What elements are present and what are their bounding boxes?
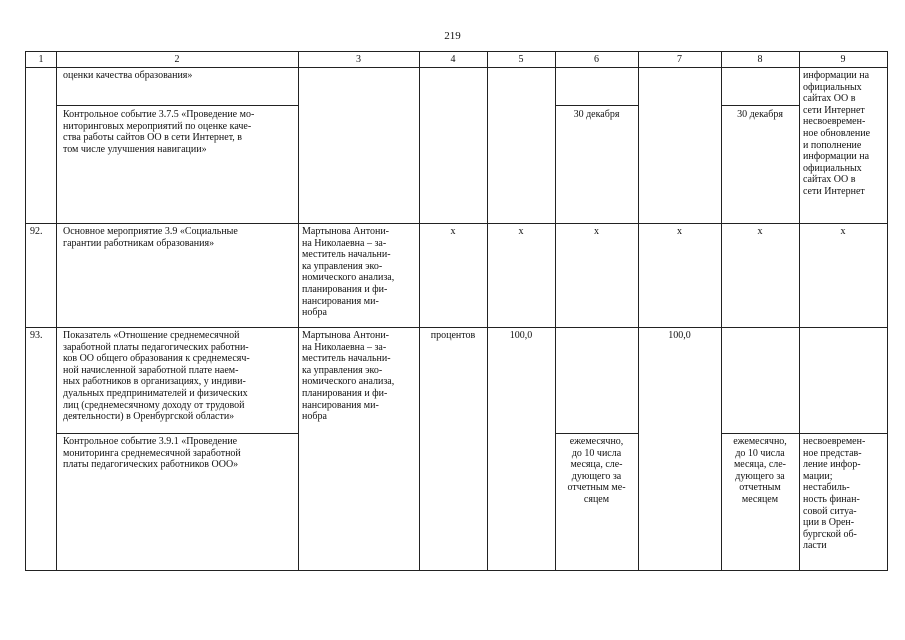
row-rule	[26, 327, 887, 328]
col-divider	[638, 52, 639, 570]
col-divider	[56, 52, 57, 570]
x-mark: х	[518, 226, 524, 237]
header-cell: 5	[518, 54, 524, 65]
subrow-rule	[56, 433, 298, 434]
risk-cell: несвоевремен- ное представ- ление инфор- мации; нестабиль- ность финан- совой ситуа- ции в Орен- бургской об- ласти	[803, 436, 866, 552]
unit-cell: процентов	[430, 330, 476, 341]
deadline-cell: ежемесячно, до 10 числа месяца, сле- дующего за отчетным месяцем	[733, 436, 787, 505]
header-cell: 4	[450, 54, 456, 65]
subrow-rule	[56, 105, 298, 106]
header-cell: 3	[356, 54, 361, 65]
value-cell: 100,0	[509, 330, 533, 341]
col-divider	[487, 52, 488, 570]
col-divider	[298, 52, 299, 570]
control-event-3-9-1: Контрольное событие 3.9.1 «Проведение мониторинга среднемесячной заработной платы педагогических работников ООО»	[63, 436, 241, 471]
responsible-cell: Мартынова Антони- на Николаевна – за- меститель начальни- ка управления эко- номического анализа, планирования и фи- нансирования ми- нобра	[302, 330, 395, 423]
header-cell: 6	[594, 54, 599, 65]
subrow-rule	[555, 105, 638, 106]
data-table	[25, 51, 888, 571]
x-mark: х	[450, 226, 456, 237]
subrow-rule	[721, 433, 887, 434]
deadline-cell: 30 декабря	[737, 109, 783, 120]
header-cell: 1	[38, 54, 44, 65]
indicator-cell: Показатель «Отношение среднемесячной заработной платы педагогических работни- ков ОО общего образования к среднемесяч- ной начисленной заработной плате наем- ных работников в организациях, у индиви- дуальных предпринимателей и физических лиц (среднемесячному доходу от трудовой деятельности) в Оренбургской области»	[63, 330, 250, 423]
row-number: 92.	[30, 226, 43, 237]
value-cell: 100,0	[668, 330, 691, 341]
header-cell: 7	[677, 54, 682, 65]
control-event-3-7-5: Контрольное событие 3.7.5 «Проведение мо- ниторинговых мероприятий по оценке каче- ства работы сайтов ОО в сети Интернет, в том числе улучшения навигации»	[63, 109, 255, 155]
page-number: 219	[444, 30, 461, 42]
risk-cell: информации на официальных сайтах ОО в сети Интернет несвоевремен- ное обновление и пополнение информации на официальных сайтах ОО в сети Интернет	[803, 70, 871, 197]
header-cell: 2	[174, 54, 180, 65]
row-number: 93.	[30, 330, 43, 341]
col-divider	[419, 52, 420, 570]
subrow-rule	[555, 433, 638, 434]
subrow-rule	[721, 105, 799, 106]
x-mark: х	[594, 226, 599, 237]
cont-name-tail: оценки качества образования»	[63, 70, 193, 81]
header-rule	[26, 67, 887, 68]
x-mark: х	[840, 226, 846, 237]
deadline-cell: ежемесячно, до 10 числа месяца, сле- дующего за отчетным ме- сяцем	[567, 436, 626, 505]
responsible-cell: Мартынова Антони- на Николаевна – за- меститель начальни- ка управления эко- номического анализа, планирования и фи- нансирования ми- нобра	[302, 226, 395, 319]
col-divider	[799, 52, 800, 570]
header-cell: 9	[840, 54, 846, 65]
header-cell: 8	[757, 54, 763, 65]
deadline-cell: 30 декабря	[573, 109, 620, 120]
x-mark: х	[757, 226, 763, 237]
row-rule	[26, 223, 887, 224]
main-activity-3-9: Основное мероприятие 3.9 «Социальные гарантии работникам образования»	[63, 226, 238, 249]
x-mark: х	[677, 226, 682, 237]
